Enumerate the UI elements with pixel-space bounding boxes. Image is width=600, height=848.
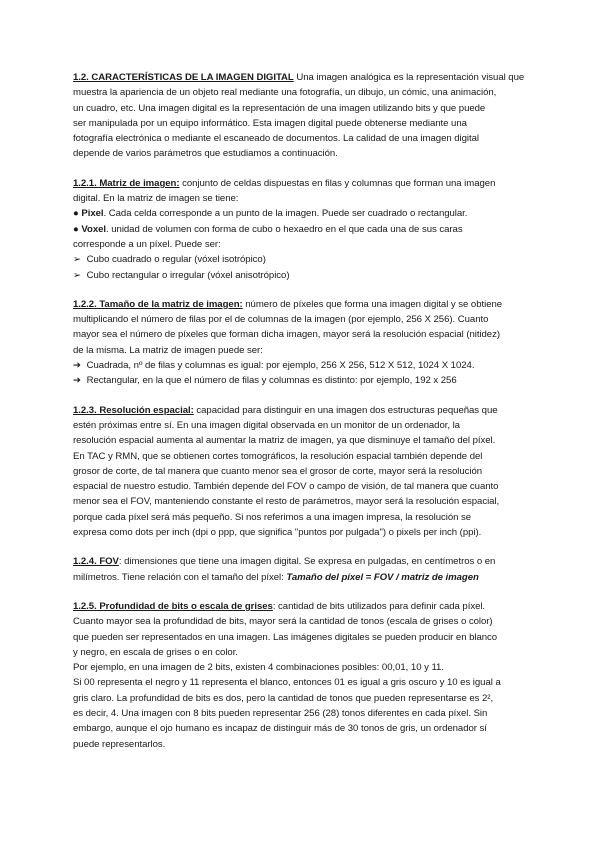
text-line: digital. En la matriz de imagen se tiene: (73, 193, 239, 205)
text-line: y negro, en escala de grises o en color. (73, 646, 238, 658)
section-heading: 1.2.5. Profundidad de bits o escala de grises (73, 600, 273, 612)
list-item: ● Pixel. Cada celda corresponde a un punto de la imagen. Puede ser cuadrado o rectangular. (73, 208, 468, 220)
text-line: mayor sea el número de píxeles que forman dicha imagen, mayor será la resolución espacial (nitidez) (73, 329, 500, 341)
text-line: un cuadro, etc. Una imagen digital es la representación de una imagen utilizando bits y que puede (73, 102, 486, 114)
text-line: ser manipulada por un equipo informático. Esta imagen digital puede obtenerse mediante una (73, 117, 467, 129)
text-line: 1.2.2. Tamaño de la matriz de imagen: número de píxeles que forma una imagen digital y se obtiene (73, 298, 503, 310)
text-line: espacial de nuestro estudio. También depende del FOV o campo de visión, de tal manera que cuanto (73, 481, 499, 493)
section-1-2-3 (73, 403, 528, 541)
arrow-icon: ➔ (73, 360, 81, 372)
text-line: Si 00 representa el negro y 11 representa el blanco, entonces 01 es igual a gris oscuro y 10 es igual a (73, 677, 501, 689)
section-heading: 1.2.1. Matriz de imagen: (73, 177, 180, 189)
text-line: puede representarlos. (73, 738, 166, 750)
text-line: milímetros. Tiene relación con el tamaño del píxel: Tamaño del píxel = FOV / matriz de imagen (73, 571, 479, 583)
text-line: de la misma. La matriz de imagen puede ser: (73, 344, 263, 356)
list-item: ➢ Cubo rectangular o irregular (vóxel anisotrópico) (73, 268, 528, 283)
list-item: ➔ Cuadrada, nº de filas y columnas es igual: por ejemplo, 256 X 256, 512 X 512, 1024 X 1024. (73, 358, 528, 373)
section-heading: 1.2.3. Resolución espacial: (73, 404, 194, 416)
text-line: En TAC y RMN, que se obtienen cortes tomográficos, la resolución espacial también depende del (73, 450, 483, 462)
bullet-icon: ● (73, 223, 79, 235)
text-line: embargo, aunque el ojo humano es incapaz de distinguir más de 30 tonos de gris, un ordenador sí (73, 723, 487, 735)
text-line: estén próximas entre sí. En una imagen digital observada en un monitor de un ordenador, la (73, 419, 460, 431)
text-line: es decir, 4. Una imagen con 8 bits pueden representar 256 (28) tonos diferentes en cada píxel. Sin (73, 707, 488, 719)
section-heading: 1.2.2. Tamaño de la matriz de imagen: (73, 298, 243, 310)
text-line: grosor de corte, de tal manera que cuanto menor sea el grosor de corte, mayor será la resolución (73, 465, 483, 477)
text-line: Cuanto mayor sea la profundidad de bits, mayor será la cantidad de tonos (escala de grises o color) (73, 616, 493, 628)
text-line: 1.2.1. Matriz de imagen: conjunto de celdas dispuestas en filas y columnas que forman una imagen (73, 177, 496, 189)
section-1-2-1 (73, 176, 528, 283)
arrow-icon: ➢ (73, 269, 81, 281)
text-line: gris claro. La profundidad de bits es dos, pero la cantidad de tonos que pueden representarse es 2², (73, 692, 494, 704)
text-line: muestra la apariencia de un objeto real mediante una fotografía, un dibujo, un cómic, una animación, (73, 87, 497, 99)
text-line: corresponde a un píxel. Puede ser: (73, 238, 221, 250)
text-line: 1.2.3. Resolución espacial: capacidad para distinguir en una imagen dos estructuras pequeñas que (73, 404, 498, 416)
text-line: depende de varios parámetros que estudiamos a continuación. (73, 148, 338, 160)
section-1-2-2 (73, 297, 528, 389)
section-1-2-4 (73, 554, 528, 585)
arrow-icon: ➔ (73, 375, 81, 387)
text-line: Por ejemplo, en una imagen de 2 bits, existen 4 combinaciones posibles: 00,01, 10 y 11. (73, 662, 444, 674)
section-1-2-5 (73, 599, 528, 752)
section-1-2 (73, 70, 528, 162)
bullet-icon: ● (73, 208, 79, 220)
formula: Tamaño del píxel = FOV / matriz de imagen (286, 571, 479, 583)
text-line: fotografía electrónica o mediante el escaneado de documentos. La calidad de una imagen digital (73, 133, 479, 145)
text-line: 1.2.4. FOV: dimensiones que tiene una imagen digital. Se expresa en pulgadas, en centímetros o en (73, 556, 496, 568)
section-heading: 1.2. CARACTERÍSTICAS DE LA IMAGEN DIGITAL (73, 72, 294, 83)
text-line: porque cada píxel será más pequeño. Si nos referimos a una imagen impresa, la resolución se (73, 511, 472, 523)
list-item: ➔ Rectangular, en la que el número de filas y columnas es distinto: por ejemplo, 192 x 256 (73, 373, 528, 388)
text-line: que pueden ser representados en una imagen. Las imágenes digitales se pueden producir en blanco (73, 631, 498, 643)
list-item: ➢ Cubo cuadrado o regular (vóxel isotrópico) (73, 252, 528, 267)
text-line: 1.2.5. Profundidad de bits o escala de grises: cantidad de bits utilizados para definir cada píxel. (73, 600, 486, 612)
arrow-icon: ➢ (73, 254, 81, 266)
text-line: multiplicando el número de filas por el de columnas de la imagen (por ejemplo, 256 X 256). Cuanto (73, 314, 489, 326)
section-heading: 1.2.4. FOV (73, 556, 119, 568)
text-line: expresa como dots per inch (dpi o ppp, que significa "puntos por pulgada") o pixels per inch (ppi). (73, 527, 482, 539)
list-item: ● Voxel. unidad de volumen con forma de cubo o hexaedro en el que cada una de sus caras (73, 223, 463, 235)
text-line: menor sea el FOV, manteniendo constante el resto de parámetros, mayor será la resolución espacial, (73, 496, 500, 508)
text-line: resolución espacial aumenta al aumentar la matriz de imagen, ya que disminuye el tamaño del píxel. (73, 435, 496, 447)
text-line: 1.2. CARACTERÍSTICAS DE LA IMAGEN DIGITAL Una imagen analógica es la representación visual que (73, 72, 525, 83)
